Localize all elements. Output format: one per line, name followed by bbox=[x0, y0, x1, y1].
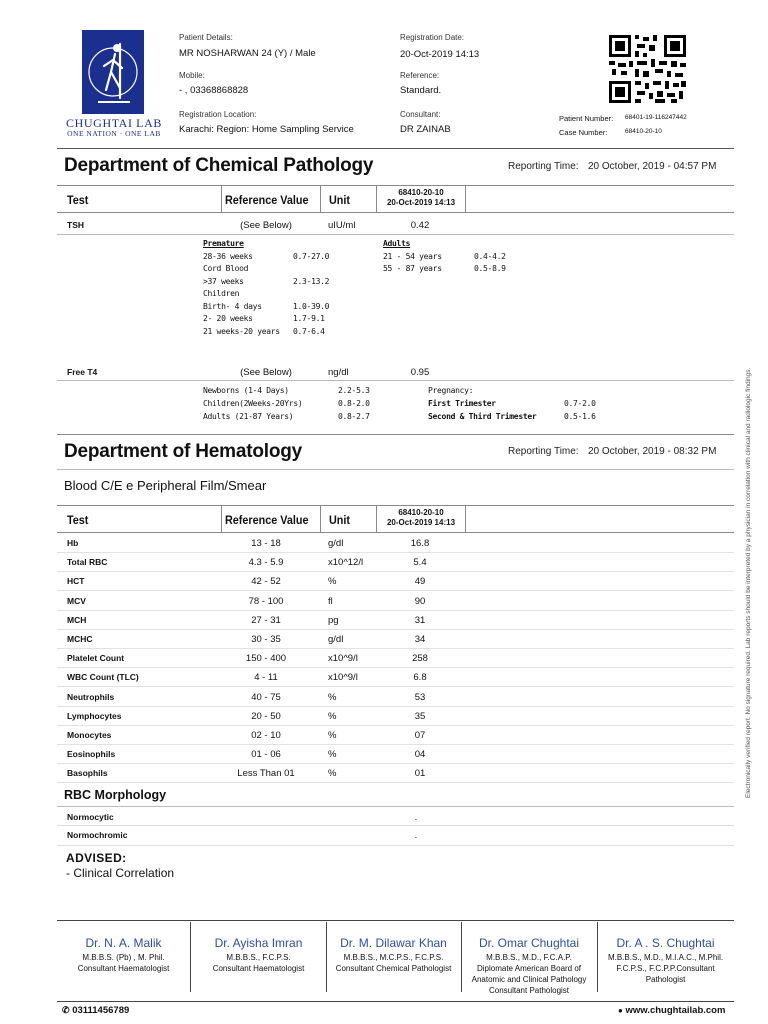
ft4-ref: (See Below) bbox=[240, 367, 292, 378]
hema-row-divider bbox=[57, 667, 734, 668]
chem-th-case: 68410-20-10 bbox=[398, 188, 444, 197]
hema-row-divider bbox=[57, 782, 734, 783]
reference-value: Standard. bbox=[400, 85, 442, 96]
hema-row-unit: % bbox=[328, 692, 337, 703]
reference-label: Reference: bbox=[400, 71, 440, 80]
doctor-qual: Consultant Haematologist bbox=[212, 964, 305, 973]
doctor-name: Dr. M. Dilawar Khan bbox=[340, 936, 447, 950]
hema-row-ref: 78 - 100 bbox=[248, 596, 284, 607]
hema-row-name: Total RBC bbox=[67, 557, 108, 567]
doctor-name: Dr. Ayisha Imran bbox=[214, 936, 303, 950]
hema-row-name: Monocytes bbox=[67, 730, 112, 740]
tsh-name: TSH bbox=[67, 220, 84, 230]
ft4-ref-left-0-label: Newborns (1-4 Days) bbox=[203, 386, 289, 395]
hema-subtitle: Blood C/E e Peripheral Film/Smear bbox=[64, 478, 267, 493]
hema-row-divider bbox=[57, 763, 734, 764]
consultant-label: Consultant: bbox=[400, 110, 441, 119]
morph-row-0-name: Normocytic bbox=[67, 812, 114, 822]
footer-phone bbox=[62, 1005, 129, 1016]
hema-row-unit: % bbox=[328, 768, 337, 779]
doctor-qual: Anatomic and Clinical Pathology bbox=[471, 975, 587, 984]
patient-number-label: Patient Number: bbox=[559, 114, 614, 123]
hema-table-top bbox=[57, 505, 734, 506]
location-label: Registration Location: bbox=[179, 110, 257, 119]
morph-row-0-result: . bbox=[414, 812, 418, 823]
header-divider bbox=[57, 148, 734, 149]
hema-row-result: 258 bbox=[412, 653, 428, 664]
hema-row-ref: 4 - 11 bbox=[254, 672, 278, 683]
tsh-row-divider bbox=[57, 234, 734, 235]
tsh-ref-left-5-value: 1.7-9.1 bbox=[293, 314, 325, 323]
doctor-qual: Pathologist bbox=[645, 975, 686, 984]
tsh-ref-right-0-value: 0.4-4.2 bbox=[474, 252, 506, 261]
doctor-qual: Consultant Chemical Pathologist bbox=[335, 964, 452, 973]
doctor-card-khan bbox=[326, 936, 461, 974]
mobile-value: - , 03368868828 bbox=[179, 85, 249, 96]
morph-divider bbox=[57, 806, 734, 807]
chem-table-header-bottom bbox=[57, 212, 734, 213]
case-number-value: 68410-20-10 bbox=[625, 128, 662, 135]
hema-row-divider bbox=[57, 590, 734, 591]
doctor-qual: M.B.B.S., M.D., F.C.A.P. bbox=[486, 953, 572, 962]
hema-reporting-value: 20 October, 2019 - 08:32 PM bbox=[588, 446, 717, 457]
advised-title: ADVISED: bbox=[66, 851, 127, 865]
hema-dept-title: Department of Hematology bbox=[64, 441, 303, 462]
chem-table-top bbox=[57, 185, 734, 186]
doctor-card-omar-chughtai bbox=[461, 936, 597, 996]
hema-row-result: 16.8 bbox=[410, 538, 430, 549]
doctor-qual: M.B.B.S., M.C.P.S., F.C.P.S. bbox=[343, 953, 444, 962]
ft4-ref-right-0-label: First Trimester bbox=[428, 399, 496, 408]
hema-row-unit: % bbox=[328, 711, 337, 722]
tsh-ref-right-1-label: 55 - 87 years bbox=[383, 264, 442, 273]
hema-col-sep-1 bbox=[221, 505, 222, 532]
hema-row-unit: fl bbox=[328, 596, 333, 607]
advised-text: - Clinical Correlation bbox=[66, 866, 175, 880]
doctor-name: Dr. N. A. Malik bbox=[85, 936, 162, 950]
hema-reporting-label: Reporting Time: bbox=[508, 446, 579, 457]
tsh-ref-right-1-value: 0.5-8.9 bbox=[474, 264, 506, 273]
morph-title: RBC Morphology bbox=[64, 788, 167, 802]
tsh-ref-left-2-value: 2.3-13.2 bbox=[293, 277, 330, 286]
globe-icon: ● bbox=[618, 1006, 623, 1015]
footer-website bbox=[618, 1005, 725, 1016]
morph-row-1-result: . bbox=[414, 830, 418, 841]
hema-row-ref: 27 - 31 bbox=[251, 615, 281, 626]
chem-th-unit: Unit bbox=[329, 193, 350, 207]
tsh-ref-left-0-label: 28-36 weeks bbox=[203, 252, 253, 261]
doctor-qual: Diplomate American Board of bbox=[476, 964, 582, 973]
hema-row-unit: x10^9/l bbox=[328, 672, 358, 683]
ft4-result: 0.95 bbox=[410, 367, 430, 378]
hema-row-unit: % bbox=[328, 749, 337, 760]
hema-row-divider bbox=[57, 686, 734, 687]
hema-table-header-bottom bbox=[57, 532, 734, 533]
hema-th-unit: Unit bbox=[329, 513, 350, 527]
chem-section-bottom bbox=[57, 434, 734, 435]
hema-row-unit: pg bbox=[328, 615, 339, 626]
hema-row-result: 6.8 bbox=[413, 672, 427, 683]
lab-name: CHUGHTAI LAB bbox=[66, 116, 162, 130]
footer-top-line bbox=[57, 920, 734, 921]
hema-row-result: 35 bbox=[414, 711, 426, 722]
ft4-ref-left-1-value: 0.8-2.0 bbox=[338, 399, 370, 408]
hema-row-result: 49 bbox=[414, 576, 426, 587]
ft4-ref-right-1-label: Second & Third Trimester bbox=[428, 412, 537, 421]
hema-row-name: WBC Count (TLC) bbox=[67, 672, 139, 682]
hema-row-unit: % bbox=[328, 576, 337, 587]
hema-row-unit: % bbox=[328, 730, 337, 741]
consultant-value: DR ZAINAB bbox=[400, 124, 451, 135]
hema-row-result: 31 bbox=[414, 615, 426, 626]
doctor-name: Dr. A . S. Chughtai bbox=[616, 936, 715, 950]
hema-row-ref: 4.3 - 5.9 bbox=[248, 557, 284, 568]
side-note: Electronically verified report. No signature required. Lab reports should be interpreted by a physician in correlation with clinical and radiologic findings. bbox=[745, 367, 752, 798]
tsh-result: 0.42 bbox=[410, 220, 430, 231]
doctor-card-malik bbox=[57, 936, 190, 974]
chem-th-ref: Reference Value bbox=[225, 193, 309, 207]
doctor-qual: M.B.B.S., M.D., M.I.A.C., M.Phil. bbox=[607, 953, 724, 962]
tsh-ref-right-0-label: 21 - 54 years bbox=[383, 252, 442, 261]
morph-row-1-divider bbox=[57, 845, 734, 846]
reg-date-label: Registration Date: bbox=[400, 33, 465, 42]
hema-row-unit: x10^12/l bbox=[328, 557, 364, 568]
hema-row-unit: g/dl bbox=[328, 634, 344, 645]
hema-row-divider bbox=[57, 571, 734, 572]
hema-th-ref: Reference Value bbox=[225, 513, 309, 527]
ft4-ref-left-1-label: Children(2Weeks-20Yrs) bbox=[203, 399, 303, 408]
tsh-ref-left-0-value: 0.7-27.0 bbox=[293, 252, 330, 261]
hema-row-divider bbox=[57, 552, 734, 553]
hema-col-sep-2 bbox=[320, 505, 321, 532]
phone-number: 03111456789 bbox=[72, 1005, 130, 1016]
hema-row-name: Eosinophils bbox=[67, 749, 116, 759]
tsh-adults-title: Adults bbox=[383, 239, 411, 248]
website-link: www.chughtailab.com bbox=[625, 1005, 726, 1016]
chem-reporting-label: Reporting Time: bbox=[508, 161, 579, 172]
hema-row-divider bbox=[57, 725, 734, 726]
tsh-ref: (See Below) bbox=[240, 220, 292, 231]
doctor-card-imran bbox=[191, 936, 326, 974]
tsh-ref-left-3-label: Children bbox=[203, 289, 240, 298]
phone-icon: ✆ bbox=[62, 1005, 70, 1015]
tsh-unit: uIU/ml bbox=[328, 220, 356, 231]
ft4-ref-right-0-value: 0.7-2.0 bbox=[564, 399, 596, 408]
hema-row-name: MCH bbox=[67, 615, 87, 625]
hema-row-ref: 13 - 18 bbox=[251, 538, 281, 549]
doctor-name: Dr. Omar Chughtai bbox=[478, 936, 580, 950]
morph-row-0-divider bbox=[57, 825, 734, 826]
hema-row-ref: 150 - 400 bbox=[245, 653, 287, 664]
case-number-label: Case Number: bbox=[559, 128, 608, 137]
ft4-ref-left-2-value: 0.8-2.7 bbox=[338, 412, 370, 421]
hema-row-name: Hb bbox=[67, 538, 79, 548]
hema-row-ref: 30 - 35 bbox=[251, 634, 281, 645]
logo-emblem bbox=[82, 30, 144, 114]
qr-code-icon bbox=[609, 35, 686, 103]
hema-row-result: 34 bbox=[414, 634, 426, 645]
tsh-ref-left-6-label: 21 weeks-20 years bbox=[203, 327, 280, 336]
chem-col-sep-2 bbox=[320, 185, 321, 212]
doctor-qual: Consultant Haematologist bbox=[77, 964, 170, 973]
tsh-ref-left-2-label: >37 weeks bbox=[203, 277, 244, 286]
hema-th-test: Test bbox=[67, 513, 89, 527]
qr-code bbox=[609, 35, 686, 103]
hema-row-name: MCHC bbox=[67, 634, 93, 644]
doctor-card-as-chughtai bbox=[597, 936, 734, 985]
doctor-qual: M.B.B.S. (Pb) , M. Phil. bbox=[82, 953, 165, 962]
hema-row-result: 04 bbox=[414, 749, 426, 760]
hema-row-unit: x10^9/l bbox=[328, 653, 358, 664]
hema-row-name: MCV bbox=[67, 596, 86, 606]
patient-details-value: MR NOSHARWAN 24 (Y) / Male bbox=[179, 48, 316, 59]
tsh-ref-left-4-label: Birth- 4 days bbox=[203, 302, 262, 311]
chem-col-sep-1 bbox=[221, 185, 222, 212]
footer-bottom-line bbox=[57, 1001, 734, 1002]
ft4-ref-left-2-label: Adults (21-87 Years) bbox=[203, 412, 294, 421]
patient-number-value: 68401-19-116247442 bbox=[625, 114, 687, 121]
ft4-ref-right-1-value: 0.5-1.6 bbox=[564, 412, 596, 421]
hema-row-name: Neutrophils bbox=[67, 692, 115, 702]
chem-col-sep-4 bbox=[465, 185, 466, 212]
ft4-name: Free T4 bbox=[67, 367, 98, 377]
doctor-qual: M.B.B.S., F.C.P.S. bbox=[226, 953, 291, 962]
morph-row-1-name: Normochromic bbox=[67, 830, 128, 840]
reg-date-value: 20-Oct-2019 14:13 bbox=[400, 49, 480, 60]
hema-col-sep-4 bbox=[465, 505, 466, 532]
hema-row-divider bbox=[57, 648, 734, 649]
ft4-row-divider bbox=[57, 380, 734, 381]
ft4-pregnancy-title: Pregnancy: bbox=[428, 386, 474, 395]
ft4-ref-left-0-value: 2.2-5.3 bbox=[338, 386, 370, 395]
chem-th-test: Test bbox=[67, 193, 89, 207]
hema-row-ref: 20 - 50 bbox=[251, 711, 281, 722]
hema-row-ref: 01 - 06 bbox=[251, 749, 281, 760]
hema-row-name: Basophils bbox=[67, 768, 108, 778]
location-value: Karachi: Region: Home Sampling Service bbox=[179, 124, 354, 135]
mobile-label: Mobile: bbox=[179, 71, 205, 80]
chem-th-date: 20-Oct-2019 14:13 bbox=[386, 198, 456, 207]
hema-th-date: 20-Oct-2019 14:13 bbox=[386, 518, 456, 527]
hema-row-name: Lymphocytes bbox=[67, 711, 122, 721]
hema-title-divider bbox=[57, 469, 734, 470]
hema-row-unit: g/dl bbox=[328, 538, 344, 549]
hema-row-ref: 42 - 52 bbox=[251, 576, 281, 587]
chem-dept-title: Department of Chemical Pathology bbox=[64, 155, 374, 176]
doctor-qual: F.C.P.S., F.C.P.P.Consultant bbox=[616, 964, 715, 973]
hema-row-result: 5.4 bbox=[413, 557, 427, 568]
hema-row-result: 90 bbox=[414, 596, 426, 607]
hema-row-ref: 40 - 75 bbox=[251, 692, 281, 703]
hema-row-ref: 02 - 10 bbox=[251, 730, 281, 741]
tsh-premature-title: Premature bbox=[203, 239, 244, 248]
hema-row-divider bbox=[57, 629, 734, 630]
tsh-ref-left-5-label: 2- 20 weeks bbox=[203, 314, 253, 323]
tsh-ref-left-6-value: 0.7-6.4 bbox=[293, 327, 325, 336]
hema-row-divider bbox=[57, 744, 734, 745]
hema-th-case: 68410-20-10 bbox=[398, 508, 444, 517]
patient-details-label: Patient Details: bbox=[179, 33, 233, 42]
hema-row-divider bbox=[57, 610, 734, 611]
hema-row-name: HCT bbox=[67, 576, 85, 586]
tsh-ref-left-4-value: 1.0-39.0 bbox=[293, 302, 330, 311]
doctor-qual: Consultant Pathologist bbox=[488, 986, 570, 995]
hema-row-ref: Less Than 01 bbox=[237, 768, 295, 779]
hema-row-result: 07 bbox=[414, 730, 426, 741]
tsh-ref-left-1-label: Cord Blood bbox=[203, 264, 249, 273]
chem-reporting-value: 20 October, 2019 - 04:57 PM bbox=[588, 161, 717, 172]
walking-man-icon bbox=[84, 32, 142, 112]
hema-row-name: Platelet Count bbox=[67, 653, 125, 663]
hema-row-result: 53 bbox=[414, 692, 426, 703]
ft4-unit: ng/dl bbox=[328, 367, 349, 378]
lab-tagline: ONE NATION · ONE LAB bbox=[67, 129, 161, 138]
hema-row-divider bbox=[57, 706, 734, 707]
lab-logo bbox=[56, 28, 172, 140]
hema-row-result: 01 bbox=[414, 768, 426, 779]
